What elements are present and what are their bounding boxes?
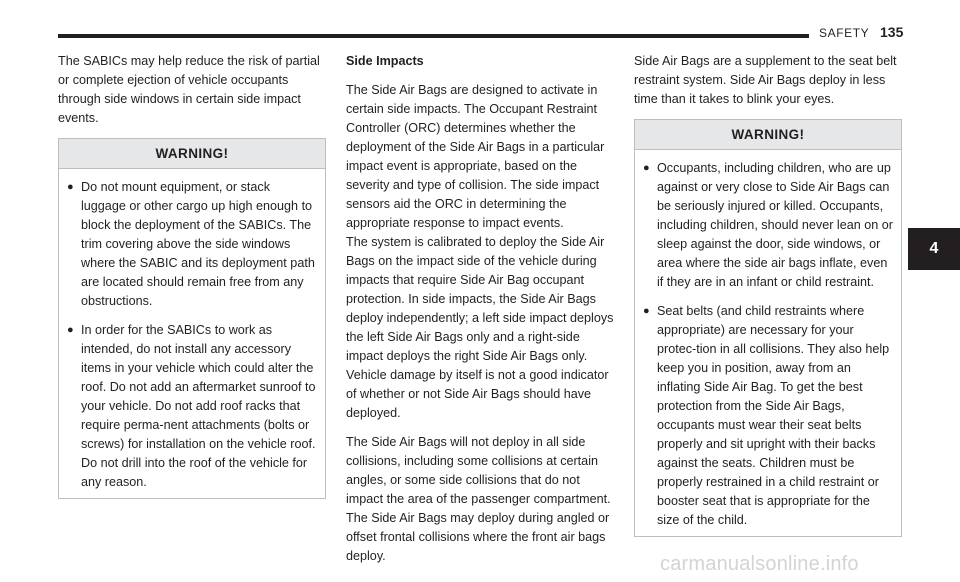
warning-bullet xyxy=(643,159,893,292)
watermark: carmanualsonline.info xyxy=(660,553,859,575)
column-middle xyxy=(346,52,614,576)
warning-bullet xyxy=(67,321,317,492)
column-left xyxy=(58,52,326,499)
warning-title: WARNING! xyxy=(635,120,901,150)
page-number: 135 xyxy=(880,24,904,40)
header-rule xyxy=(58,34,809,38)
warning-title: WARNING! xyxy=(59,139,325,169)
warning-bullet-text: Seat belts (and child restraints where appropriate) are necessary for your protec-tion in all collisions. They also help keep you in position, away from an inflating Side Air Bag. To get the best protection from the Side Air Bags, occupants must wear their seat belts properly and sit upright with their backs against the seats. Children must be properly restrained in a child restraint or booster seat that is appropriate for the size of the child. xyxy=(657,304,890,527)
warning-body xyxy=(635,150,901,536)
bullet-icon: ● xyxy=(643,305,650,317)
warning-bullet xyxy=(67,178,317,311)
side-impacts-paragraph-3: The Side Air Bags will not deploy in all side collisions, including some collisions at certain angles, or some side collisions that do not impact the area of the passenger compartment. The Side Air Bags may deploy during angled or offset frontal collisions where the front air bags deploy. xyxy=(346,435,611,563)
warning-bullet-text: Occupants, including children, who are up against or very close to Side Air Bags can be seriously injured or killed. Occupants, including children, should never lean on or sleep against the door, side windows, or area where the side air bags inflate, even if they are in an infant or child restraint. xyxy=(657,161,893,289)
bullet-icon: ● xyxy=(643,162,650,174)
warning-bullet-text: Do not mount equipment, or stack luggage or other cargo up high enough to block the deployment of the SABICs. The trim covering above the side windows where the SABIC and its deployment path are located should remain free from any obstructions. xyxy=(81,180,315,308)
warning-bullet xyxy=(643,302,893,530)
warning-bullet-text: In order for the SABICs to work as intended, do not install any accessory items in your vehicle which could alter the roof. Do not add an aftermarket sunroof to your vehicle. Do not add roof racks that require perma-nent attachments (bolts or screws) for installation on the vehicle roof. Do not drill into the roof of the vehicle for any reason. xyxy=(81,323,316,489)
bullet-icon: ● xyxy=(67,181,74,193)
column-right xyxy=(634,52,902,537)
warning-box-occupants xyxy=(634,119,902,537)
sabic-intro-paragraph: The SABICs may help reduce the risk of partial or complete ejection of vehicle occupants through side windows in certain side impact events. xyxy=(58,54,320,125)
bullet-icon: ● xyxy=(67,324,74,336)
side-impacts-heading: Side Impacts xyxy=(346,54,424,68)
warning-body xyxy=(59,169,325,498)
side-impacts-paragraph-2: The system is calibrated to deploy the Side Air Bags on the impact side of the vehicle during impacts that require Side Air Bag occupant protection. In side impacts, the Side Air Bags deploy independently; a left side impact deploys the left Side Air Bags only and a right-side impact deploys the right Side Air Bags only. Vehicle damage by itself is not a good indicator of whether or not Side Air Bags should have deployed. xyxy=(346,235,614,420)
warning-box-sabic xyxy=(58,138,326,499)
section-title: SAFETY xyxy=(819,26,870,40)
side-airbag-intro-paragraph: Side Air Bags are a supplement to the seat belt restraint system. Side Air Bags deploy in less time than it takes to blink your eyes. xyxy=(634,54,897,106)
chapter-tab: 4 xyxy=(908,228,960,270)
side-impacts-paragraph-1: The Side Air Bags are designed to activate in certain side impacts. The Occupant Restraint Controller (ORC) determines whether the deployment of the Side Air Bags in a particular impact event is appropriate, based on the severity and type of collision. The side impact sensors aid the ORC in determining the appropriate response to impact events. xyxy=(346,83,605,230)
